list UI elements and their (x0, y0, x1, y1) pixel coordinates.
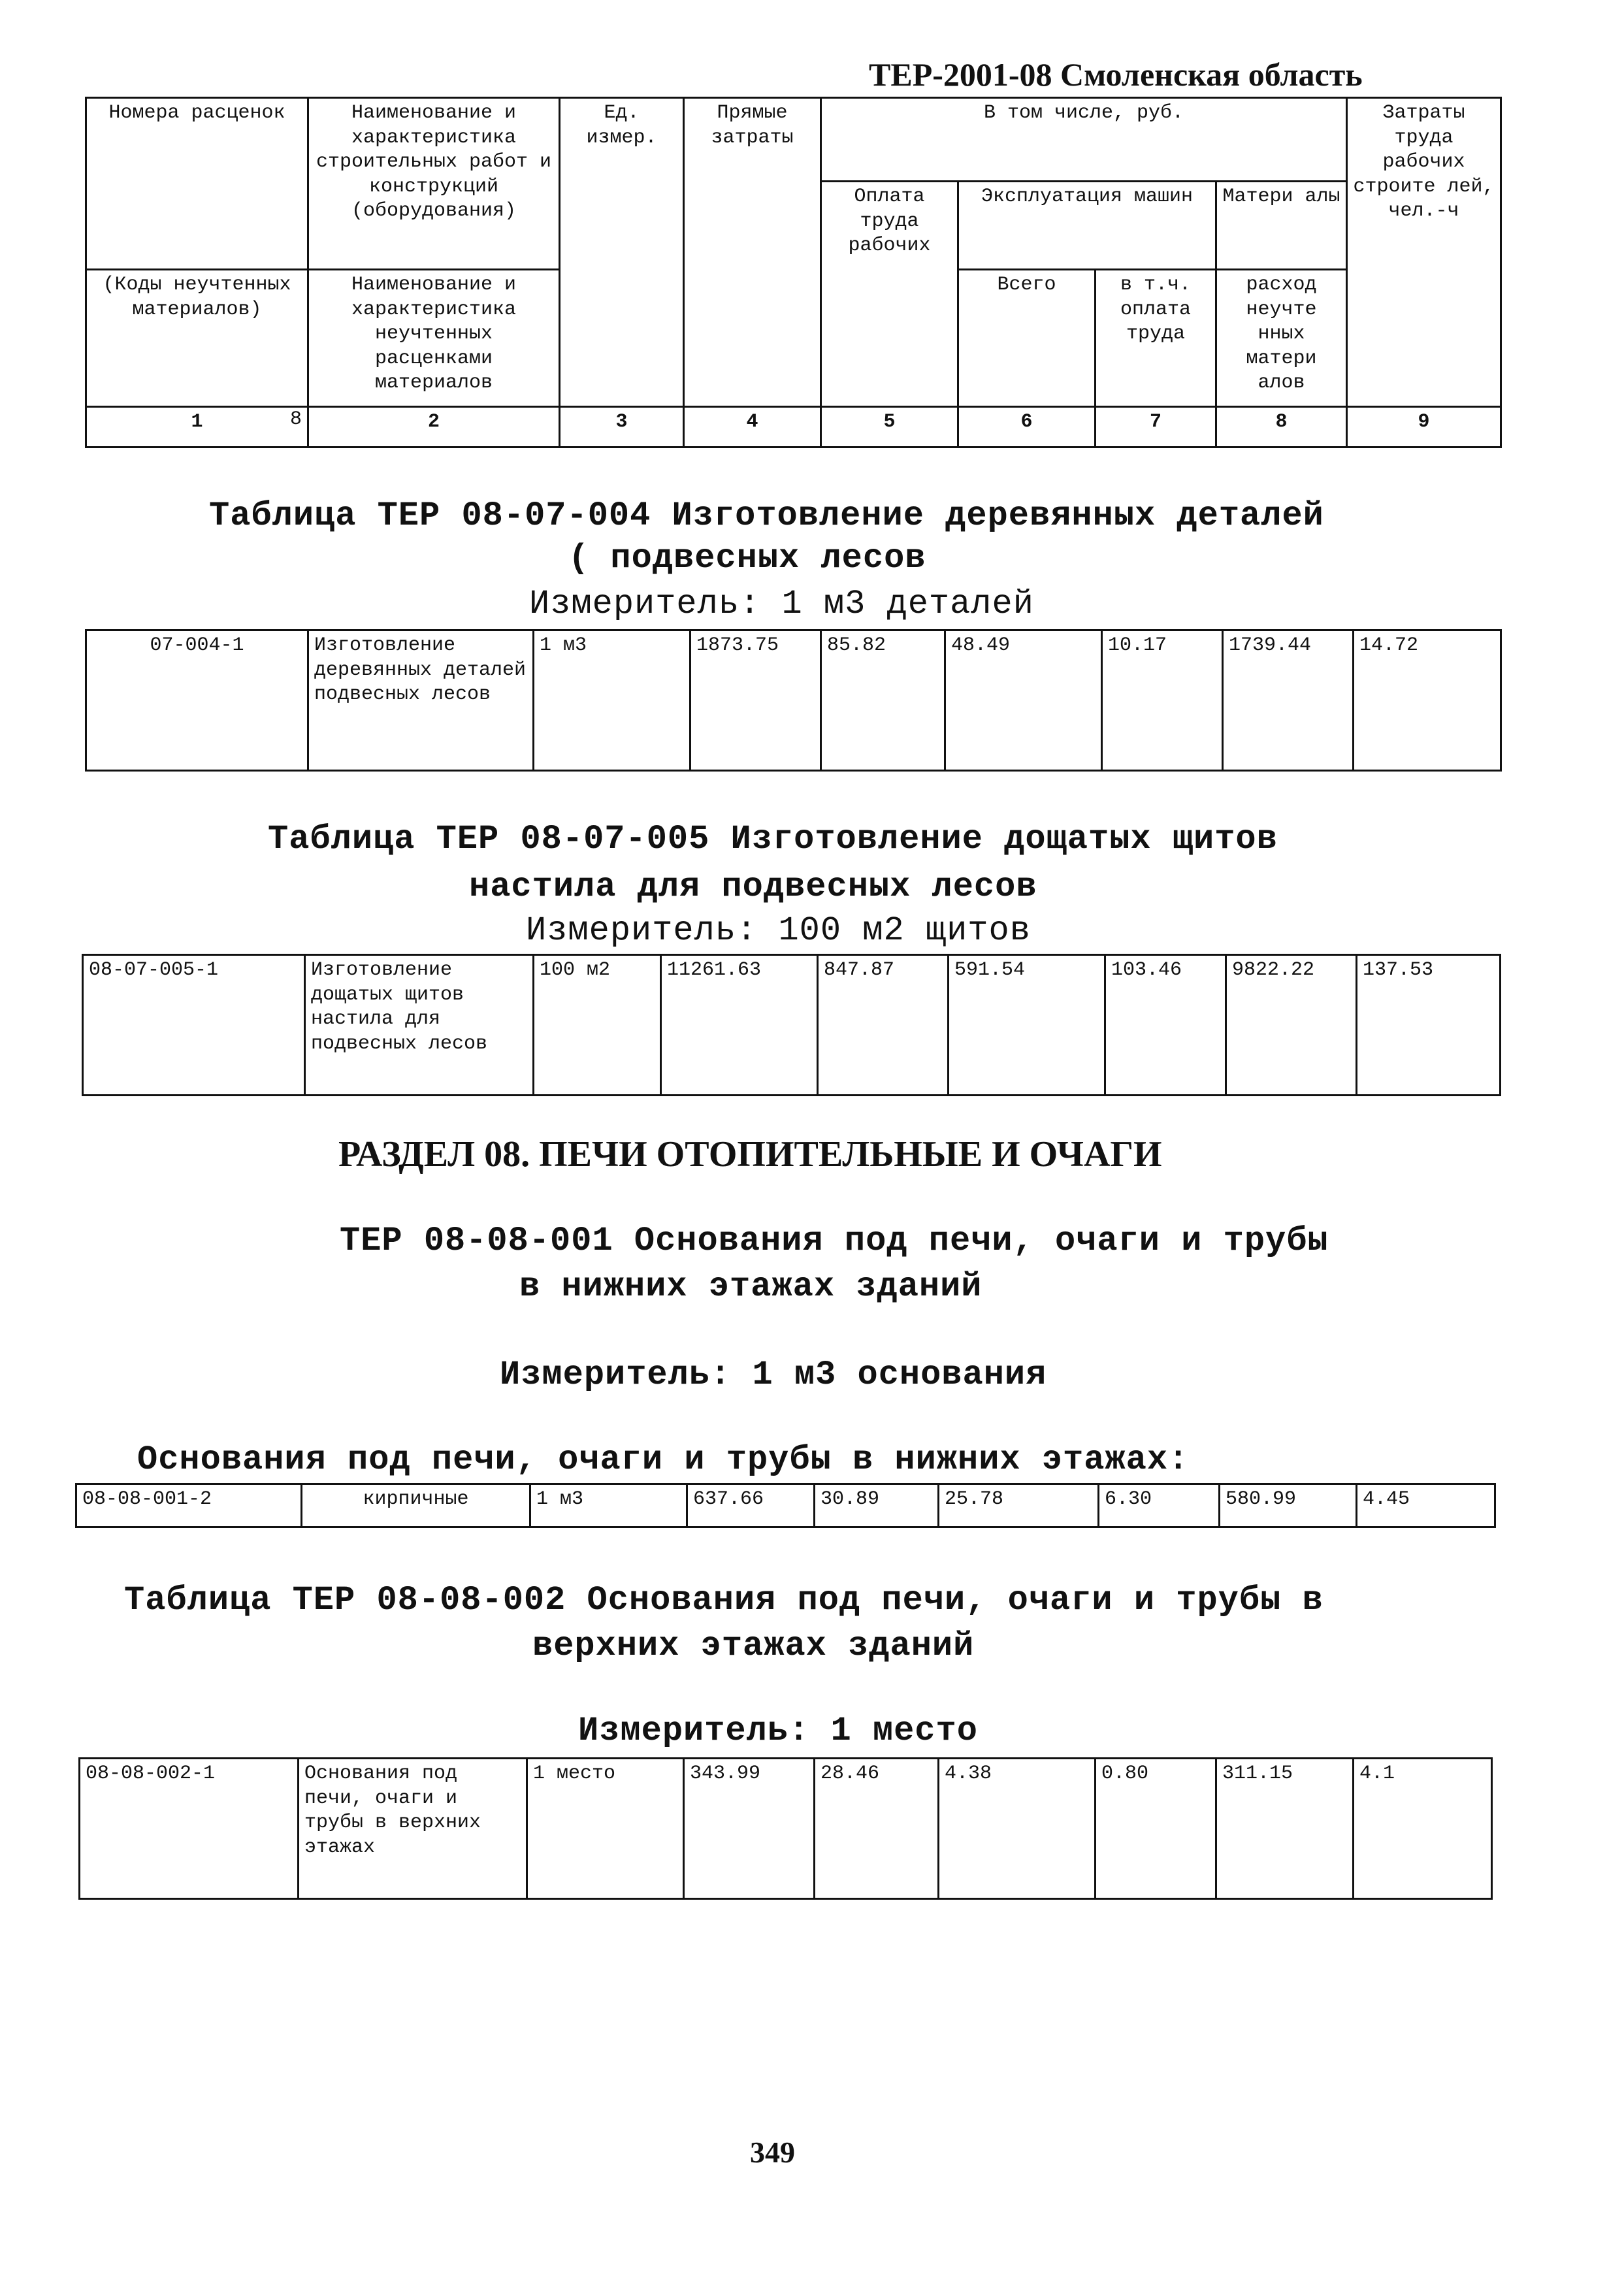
header-materials: Матери алы (1216, 182, 1347, 270)
unit: 1 место (527, 1759, 684, 1899)
table-08-001-subheading: Основания под печи, очаги и трубы в нижних этажах: (137, 1440, 1190, 1479)
table-row (76, 1484, 1495, 1527)
table-07-004-title-line2: ( подвесных лесов (568, 539, 926, 577)
table-08-001 (75, 1483, 1496, 1528)
table-07-004 (85, 629, 1502, 772)
materials: 1739.44 (1223, 630, 1354, 771)
column-header-table (85, 97, 1502, 448)
materials: 580.99 (1220, 1484, 1357, 1527)
header-unaccounted-codes: (Коды неучтенных материалов) (86, 270, 308, 407)
machine-total: 4.38 (939, 1759, 1096, 1899)
unit: 1 м3 (534, 630, 690, 771)
wages: 85.82 (821, 630, 945, 771)
rate-code: 08-08-002-1 (80, 1759, 299, 1899)
table-07-005-measure: Измеритель: 100 м2 щитов (526, 911, 1031, 950)
table-08-002 (78, 1757, 1493, 1900)
work-description: кирпичные (302, 1484, 530, 1527)
direct-costs: 1873.75 (690, 630, 821, 771)
column-number-9: 9 (1347, 407, 1501, 447)
rate-code: 07-004-1 (86, 630, 308, 771)
work-description: Изготовление дощатых щитов настила для подвесных лесов (305, 955, 534, 1096)
column-number-6: 6 (958, 407, 1096, 447)
machine-wages: 103.46 (1105, 955, 1226, 1096)
column-number-5: 5 (821, 407, 958, 447)
table-07-005 (82, 954, 1501, 1096)
table-row (86, 630, 1501, 771)
table-08-002-title-line2: верхних этажах зданий (532, 1627, 975, 1665)
machine-wages: 6.30 (1099, 1484, 1220, 1527)
labor-costs: 4.1 (1354, 1759, 1492, 1899)
machine-total: 48.49 (945, 630, 1102, 771)
column-number-4: 4 (684, 407, 821, 447)
column-number-2: 2 (308, 407, 560, 447)
table-07-004-measure: Измеритель: 1 м3 деталей (529, 585, 1034, 623)
materials: 9822.22 (1226, 955, 1357, 1096)
table-07-004-title (209, 496, 1324, 535)
rate-code: 08-07-005-1 (83, 955, 305, 1096)
page-number: 349 (750, 2136, 795, 2169)
column-number-3: 3 (560, 407, 684, 447)
header-labor-costs: Затраты труда рабочих строите лей, чел.-ч (1347, 98, 1501, 407)
column-number-8: 8 (1216, 407, 1347, 447)
direct-costs: 11261.63 (661, 955, 818, 1096)
wages: 30.89 (815, 1484, 939, 1527)
column-number-1-main: 1 (191, 411, 203, 433)
rate-code: 08-08-001-2 (76, 1484, 302, 1527)
section-title: РАЗДЕЛ 08. ПЕЧИ ОТОПИТЕЛЬНЫЕ И ОЧАГИ (338, 1134, 1162, 1175)
unit: 1 м3 (530, 1484, 687, 1527)
header-unaccounted-materials: Наименование и характеристика неучтенных расценками материалов (308, 270, 560, 407)
header-wages: Оплата труда рабочих (821, 182, 958, 407)
machine-total: 591.54 (949, 955, 1105, 1096)
header-direct-costs: Прямые затраты (684, 98, 821, 407)
header-unaccounted-consumption: расход неучте нных матери алов (1216, 270, 1347, 407)
table-08-002-title: Таблица ТЕР 08-08-002 Основания под печи, очаги и трубы в (124, 1581, 1324, 1619)
machine-wages: 0.80 (1096, 1759, 1216, 1899)
header-machine-wages: в т.ч. оплата труда (1096, 270, 1216, 407)
header-machine-operation: Эксплуатация машин (958, 182, 1216, 270)
labor-costs: 4.45 (1357, 1484, 1495, 1527)
header-including: В том числе, руб. (821, 98, 1347, 182)
work-description: Изготовление деревянных деталей подвесных лесов (308, 630, 534, 771)
direct-costs: 637.66 (687, 1484, 815, 1527)
table-07-004-title-text: Таблица ТЕР 08-07-004 Изготовление деревянных деталей (209, 496, 1324, 535)
table-07-005-title-line2: настила для подвесных лесов (469, 868, 1037, 906)
header-machine-total: Всего (958, 270, 1096, 407)
document-header: ТЕР-2001-08 Смоленская область (869, 56, 1363, 93)
direct-costs: 343.99 (684, 1759, 815, 1899)
wages: 847.87 (818, 955, 949, 1096)
table-07-005-title: Таблица ТЕР 08-07-005 Изготовление дощатых щитов (268, 820, 1278, 858)
header-rates-numbers: Номера расценок (86, 98, 308, 270)
header-work-name: Наименование и характеристика строительных работ и конструкций (оборудования) (308, 98, 560, 270)
table-08-001-title-line2: в нижних этажах зданий (519, 1267, 983, 1306)
machine-wages: 10.17 (1102, 630, 1223, 771)
table-08-001-title: ТЕР 08-08-001 Основания под печи, очаги и трубы (340, 1222, 1329, 1260)
materials: 311.15 (1216, 1759, 1354, 1899)
machine-total: 25.78 (939, 1484, 1099, 1527)
table-row (83, 955, 1501, 1096)
table-08-001-measure: Измеритель: 1 м3 основания (500, 1356, 1047, 1394)
table-08-002-measure: Измеритель: 1 место (578, 1712, 978, 1750)
column-number-1-extra: 8 (289, 408, 302, 431)
work-description: Основания под печи, очаги и трубы в верхних этажах (299, 1759, 527, 1899)
unit: 100 м2 (534, 955, 661, 1096)
labor-costs: 137.53 (1357, 955, 1501, 1096)
table-row (80, 1759, 1492, 1899)
column-number-7: 7 (1096, 407, 1216, 447)
labor-costs: 14.72 (1354, 630, 1501, 771)
column-number-1 (86, 407, 308, 447)
wages: 28.46 (815, 1759, 939, 1899)
header-unit: Ед. измер. (560, 98, 684, 407)
